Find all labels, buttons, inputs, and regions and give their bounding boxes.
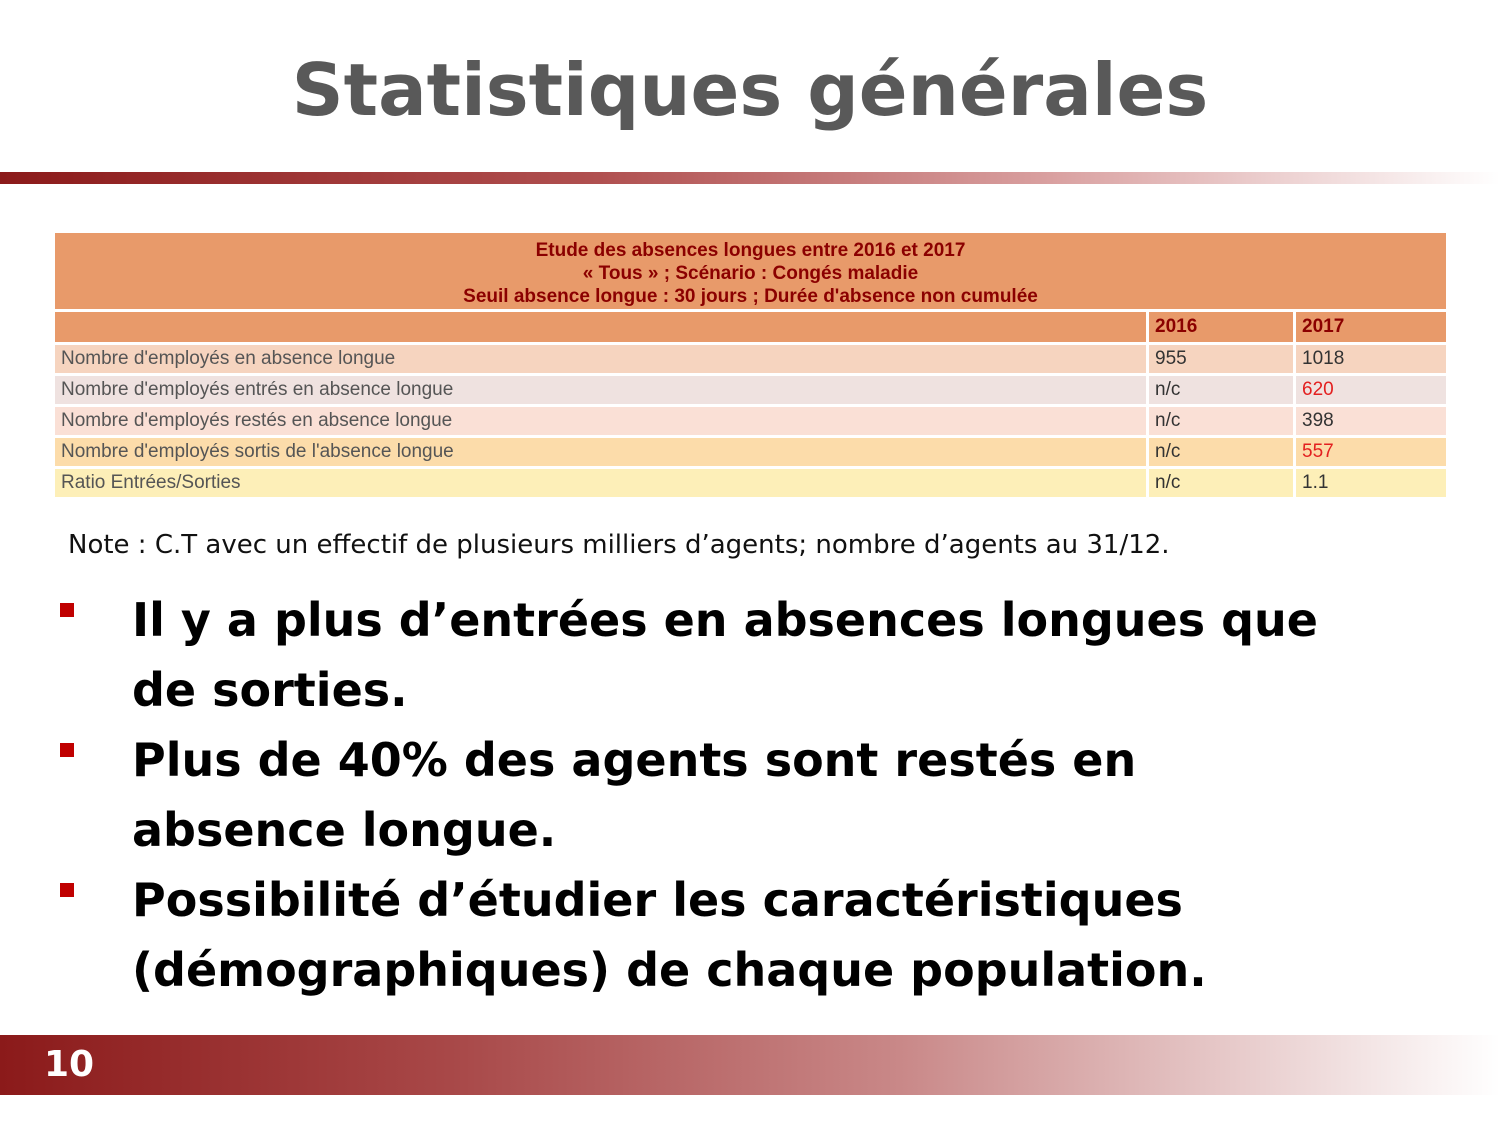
table-row xyxy=(54,406,1448,437)
caption-line-2: « Tous » ; Scénario : Congés maladie xyxy=(582,262,919,284)
footer-bar xyxy=(0,1035,1500,1095)
square-bullet-icon xyxy=(60,743,74,757)
slide-title: Statistiques générales xyxy=(291,48,1209,132)
table-header-row xyxy=(54,311,1448,344)
row-label: Nombre d'employés restés en absence longue xyxy=(54,406,1148,437)
table-note: Note : C.T avec un effectif de plusieurs milliers d’agents; nombre d’agents au 31/12. xyxy=(68,530,1170,560)
row-label: Nombre d'employés en absence longue xyxy=(54,344,1148,375)
bullet-item xyxy=(60,585,1360,725)
cell-2017: 557 xyxy=(1295,437,1448,468)
column-header-2016: 2016 xyxy=(1148,311,1295,344)
column-header-label xyxy=(54,311,1148,344)
row-label: Nombre d'employés entrés en absence longue xyxy=(54,375,1148,406)
square-bullet-icon xyxy=(60,883,74,897)
cell-2016: n/c xyxy=(1148,437,1295,468)
bullet-item xyxy=(60,865,1360,1005)
cell-2016: n/c xyxy=(1148,375,1295,406)
caption-line-3: Seuil absence longue : 30 jours ; Durée d'absence non cumulée xyxy=(463,285,1038,307)
bullet-list xyxy=(60,585,1360,1005)
title-divider xyxy=(0,172,1500,184)
bullet-item xyxy=(60,725,1360,865)
table-caption xyxy=(54,232,1448,311)
caption-line-1: Etude des absences longues entre 2016 et 2017 xyxy=(535,239,966,261)
bullet-text: Possibilité d’étudier les caractéristiques (démographiques) de chaque population. xyxy=(132,873,1207,997)
table-row xyxy=(54,437,1448,468)
cell-2017: 620 xyxy=(1295,375,1448,406)
cell-2016: n/c xyxy=(1148,468,1295,499)
row-label: Ratio Entrées/Sorties xyxy=(54,468,1148,499)
cell-2017: 398 xyxy=(1295,406,1448,437)
cell-2017: 1.1 xyxy=(1295,468,1448,499)
cell-2016: n/c xyxy=(1148,406,1295,437)
table-row xyxy=(54,468,1448,499)
absence-stats-table xyxy=(52,230,1449,500)
column-header-2017: 2017 xyxy=(1295,311,1448,344)
bullet-text: Plus de 40% des agents sont restés en absence longue. xyxy=(132,733,1137,857)
row-label: Nombre d'employés sortis de l'absence longue xyxy=(54,437,1148,468)
cell-2017: 1018 xyxy=(1295,344,1448,375)
absence-stats-table-container xyxy=(52,230,1446,500)
bullet-text: Il y a plus d’entrées en absences longues que de sorties. xyxy=(132,593,1318,717)
cell-2016: 955 xyxy=(1148,344,1295,375)
table-row xyxy=(54,344,1448,375)
square-bullet-icon xyxy=(60,603,74,617)
table-row xyxy=(54,375,1448,406)
page-number: 10 xyxy=(44,1044,95,1085)
